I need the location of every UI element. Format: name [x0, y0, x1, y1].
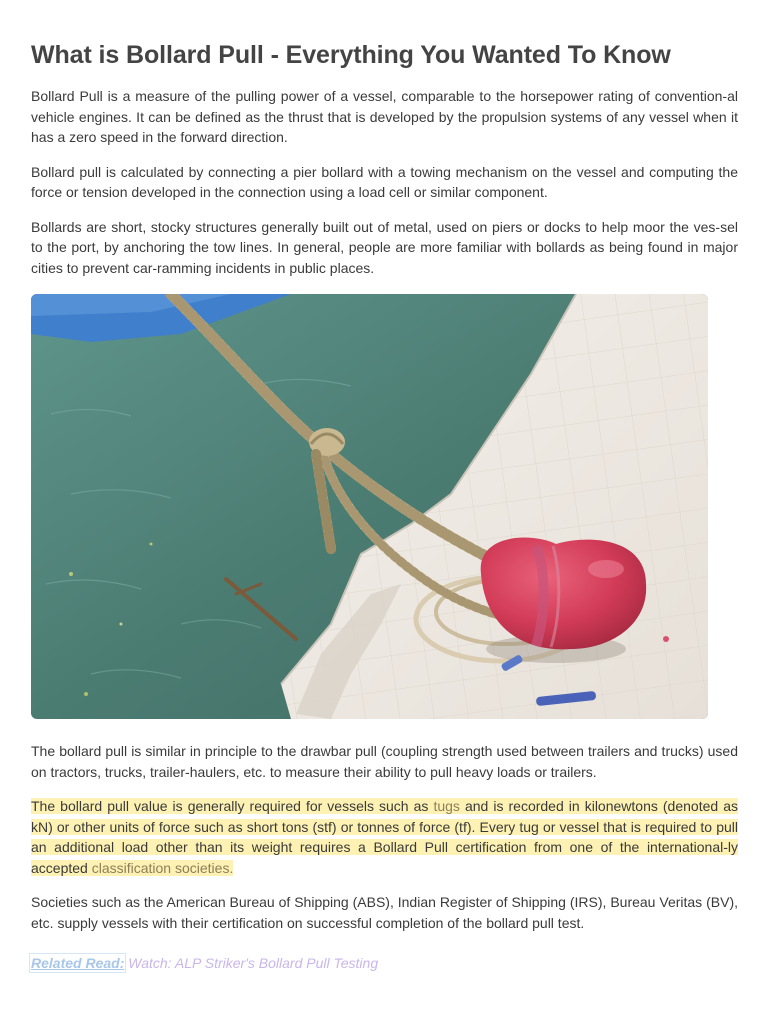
related-read [31, 953, 738, 973]
tugs-link[interactable]: tugs [433, 798, 460, 814]
classification-societies-link[interactable]: classification societies. [91, 859, 234, 876]
highlight-part-2: and is recorded in kilonewtons (denoted as kN) or other units of force such as short tons (stf) or tonnes of force (tf). Every tug or vessel that is required to pull an additional load other than its weight requires a Bollard Pull certification from one of the international-ly accepted [31, 798, 738, 876]
related-read-label[interactable]: Related Read: [31, 955, 125, 971]
highlight-text [31, 798, 738, 876]
bollard-photo [31, 294, 708, 719]
article [31, 38, 738, 973]
paragraph-drawbar: The bollard pull is similar in principle to the drawbar pull (coupling strength used between trailers and trucks) used on tractors, trucks, trailer-haulers, etc. to measure their ability to pull heavy loads or trailers. [31, 743, 738, 780]
paragraph-highlight [31, 796, 738, 878]
article-title: What is Bollard Pull - Everything You Wanted To Know [31, 41, 671, 69]
paragraph-intro: Bollard Pull is a measure of the pulling power of a vessel, comparable to the horsepower rating of convention-al vehicle engines. It can be defined as the thrust that is developed by the propulsion systems of any vessel when it has a zero speed in the forward direction. [31, 88, 738, 145]
related-read-link[interactable]: Watch: ALP Striker's Bollard Pull Testing [128, 955, 379, 971]
paragraph-societies: Societies such as the American Bureau of Shipping (ABS), Indian Register of Shipping (IRS), Bureau Veritas (BV), etc. supply vessels with their certification on successful completion of the bollard pull test. [31, 894, 738, 931]
paragraph-bollards: Bollards are short, stocky structures generally built out of metal, used on piers or docks to help moor the ves-sel to the port, by anchoring the tow lines. In general, people are more familiar with bollards as being found in major cities to prevent car-ramming incidents in public places. [31, 218, 738, 276]
paragraph-calculation: Bollard pull is calculated by connecting a pier bollard with a towing mechanism on the vessel and computing the force or tension developed in the connection using a load cell or similar component. [31, 163, 738, 200]
highlight-part-1: The bollard pull value is generally required for vessels such as [31, 798, 434, 814]
